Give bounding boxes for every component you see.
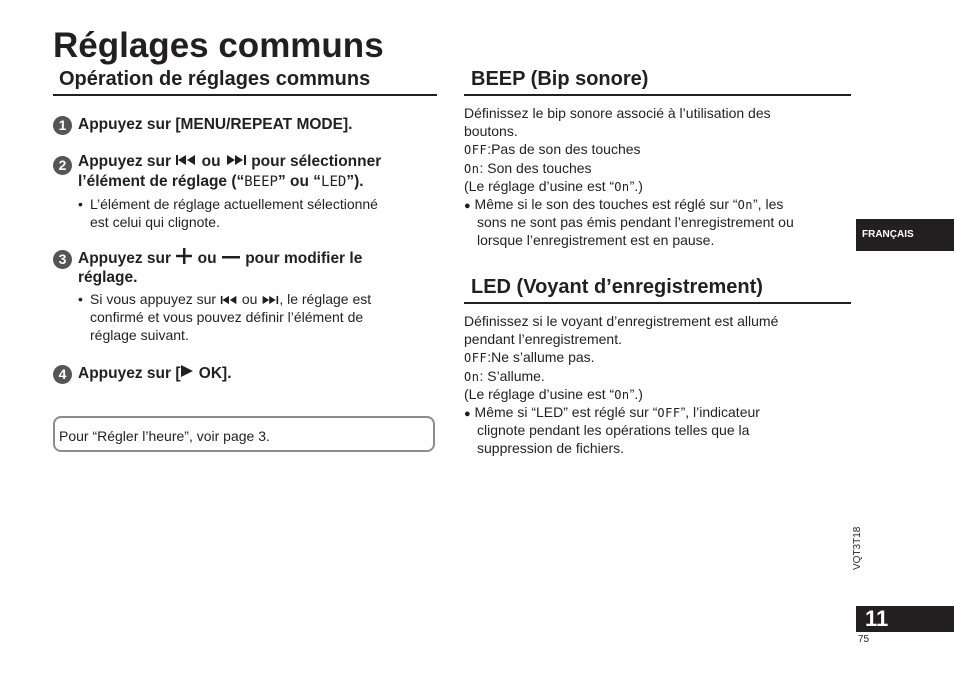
step-2-bullet-line-1: L’élément de réglage actuellement sélectionné — [90, 196, 378, 212]
step-3-text-b: pour modifier le — [245, 250, 363, 268]
beep-off-line — [464, 140, 641, 159]
led-intro-line-1: Définissez si le voyant d’enregistrement est allumé — [464, 313, 779, 329]
round-bullet: ● — [464, 200, 471, 212]
skip-forward-icon — [225, 152, 247, 172]
beep-factory-line — [464, 177, 643, 196]
step-number-4: 4 — [53, 365, 72, 384]
step-2-line-2 — [78, 172, 364, 192]
note-text: Pour “Régler l’heure”, voir page 3. — [59, 428, 270, 444]
led-factory-a: (Le réglage d’usine est “ — [464, 386, 615, 402]
step-2-line2-a: l’élément de réglage (“ — [78, 173, 245, 190]
off-segment-label: OFF — [657, 406, 681, 420]
led-bullet-a: Même si “LED” est réglé sur “ — [474, 404, 658, 420]
step-3-bullet-line-1 — [90, 290, 371, 310]
led-intro-line-2: pendant l’enregistrement. — [464, 331, 622, 347]
step-3-bullet-b: , le réglage est — [279, 291, 372, 307]
beep-segment-label: BEEP — [244, 174, 278, 190]
beep-off-text: :Pas de son des touches — [487, 141, 641, 157]
language-label: FRANÇAIS — [862, 229, 914, 240]
section-heading-common-settings: Opération de réglages communs — [59, 68, 371, 90]
led-off-text: :Ne s’allume pas. — [487, 349, 595, 365]
beep-bullet-line-3: lorsque l’enregistrement est en pause. — [477, 232, 715, 248]
round-bullet: ● — [464, 408, 471, 420]
led-segment-label: LED — [321, 174, 347, 190]
step-2-line-1 — [78, 152, 381, 172]
section-rule — [464, 94, 851, 96]
step-2-bullet-line-2: est celui qui clignote. — [90, 214, 220, 230]
on-segment-label: On — [614, 180, 630, 194]
step-2-text-a: Appuyez sur — [78, 153, 172, 171]
step-3-text-a: Appuyez sur — [78, 250, 172, 268]
off-segment-label: OFF — [464, 351, 488, 365]
step-3-bullet-a: Si vous appuyez sur — [90, 291, 217, 307]
page-number: 11 — [865, 606, 889, 631]
led-bullet-line-3: suppression de fichiers. — [477, 440, 625, 456]
beep-bullet-line-1 — [464, 195, 783, 215]
led-on-text: : S’allume. — [479, 368, 545, 384]
play-icon — [180, 364, 194, 384]
led-off-line — [464, 348, 595, 367]
led-factory-line — [464, 385, 643, 404]
language-tab — [856, 219, 954, 251]
step-4-text-b: OK]. — [194, 365, 232, 383]
step-number-3: 3 — [53, 250, 72, 269]
step-3-bullet-line-3: réglage suivant. — [90, 327, 189, 343]
section-heading-led: LED (Voyant d’enregistrement) — [471, 276, 763, 298]
beep-intro-line-1: Définissez le bip sonore associé à l’utilisation des — [464, 105, 771, 121]
beep-factory-b: ”.) — [629, 178, 643, 194]
step-3-line-2: réglage. — [78, 269, 138, 286]
plus-icon — [175, 247, 193, 271]
page-sub-number: 75 — [858, 634, 870, 645]
step-2-line2-mid: ” ou “ — [277, 173, 322, 190]
led-bullet-line-1 — [464, 403, 760, 423]
document-code: VQT3T18 — [852, 526, 863, 570]
step-3-or: ou — [197, 250, 217, 268]
beep-bullet-a: Même si le son des touches est réglé sur “ — [474, 196, 738, 212]
beep-factory-a: (Le réglage d’usine est “ — [464, 178, 615, 194]
beep-bullet-line-2: sons ne sont pas émis pendant l’enregistrement ou — [477, 214, 794, 230]
skip-forward-icon — [261, 291, 279, 310]
on-segment-label: On — [464, 370, 480, 384]
step-2-bullet-dot: • — [78, 196, 83, 212]
beep-bullet-b: ”, les — [753, 196, 784, 212]
led-bullet-b: ”, l’indicateur — [680, 404, 760, 420]
minus-icon — [221, 249, 241, 269]
step-3-bullet-dot: • — [78, 291, 83, 307]
step-2-text-b: pour sélectionner — [251, 153, 382, 171]
step-4-text — [78, 364, 232, 384]
skip-back-icon — [220, 291, 238, 310]
on-segment-label: On — [614, 388, 630, 402]
on-segment-label: On — [464, 162, 480, 176]
step-2-line2-end: ”). — [346, 173, 364, 190]
section-rule — [53, 94, 437, 96]
step-number-2: 2 — [53, 156, 72, 175]
beep-on-text: : Son des touches — [479, 160, 592, 176]
beep-on-line — [464, 159, 592, 178]
section-heading-beep: BEEP (Bip sonore) — [471, 68, 649, 90]
step-number-1: 1 — [53, 116, 72, 135]
on-segment-label: On — [737, 198, 754, 212]
skip-back-icon — [175, 152, 197, 172]
off-segment-label: OFF — [464, 143, 488, 157]
page-title: Réglages communs — [53, 26, 384, 65]
step-2-or: ou — [201, 153, 221, 171]
led-bullet-line-2: clignote pendant les opérations telles que la — [477, 422, 750, 438]
beep-intro-line-2: boutons. — [464, 123, 518, 139]
step-1-text: Appuyez sur [MENU/REPEAT MODE]. — [78, 116, 353, 133]
led-factory-b: ”.) — [629, 386, 643, 402]
led-on-line — [464, 367, 545, 386]
page-number-tab — [856, 606, 954, 632]
step-3-bullet-line-2: confirmé et vous pouvez définir l’élément de — [90, 309, 364, 325]
section-rule — [464, 302, 851, 304]
step-4-text-a: Appuyez sur [ — [78, 365, 181, 383]
step-3-bullet-or: ou — [241, 291, 258, 307]
